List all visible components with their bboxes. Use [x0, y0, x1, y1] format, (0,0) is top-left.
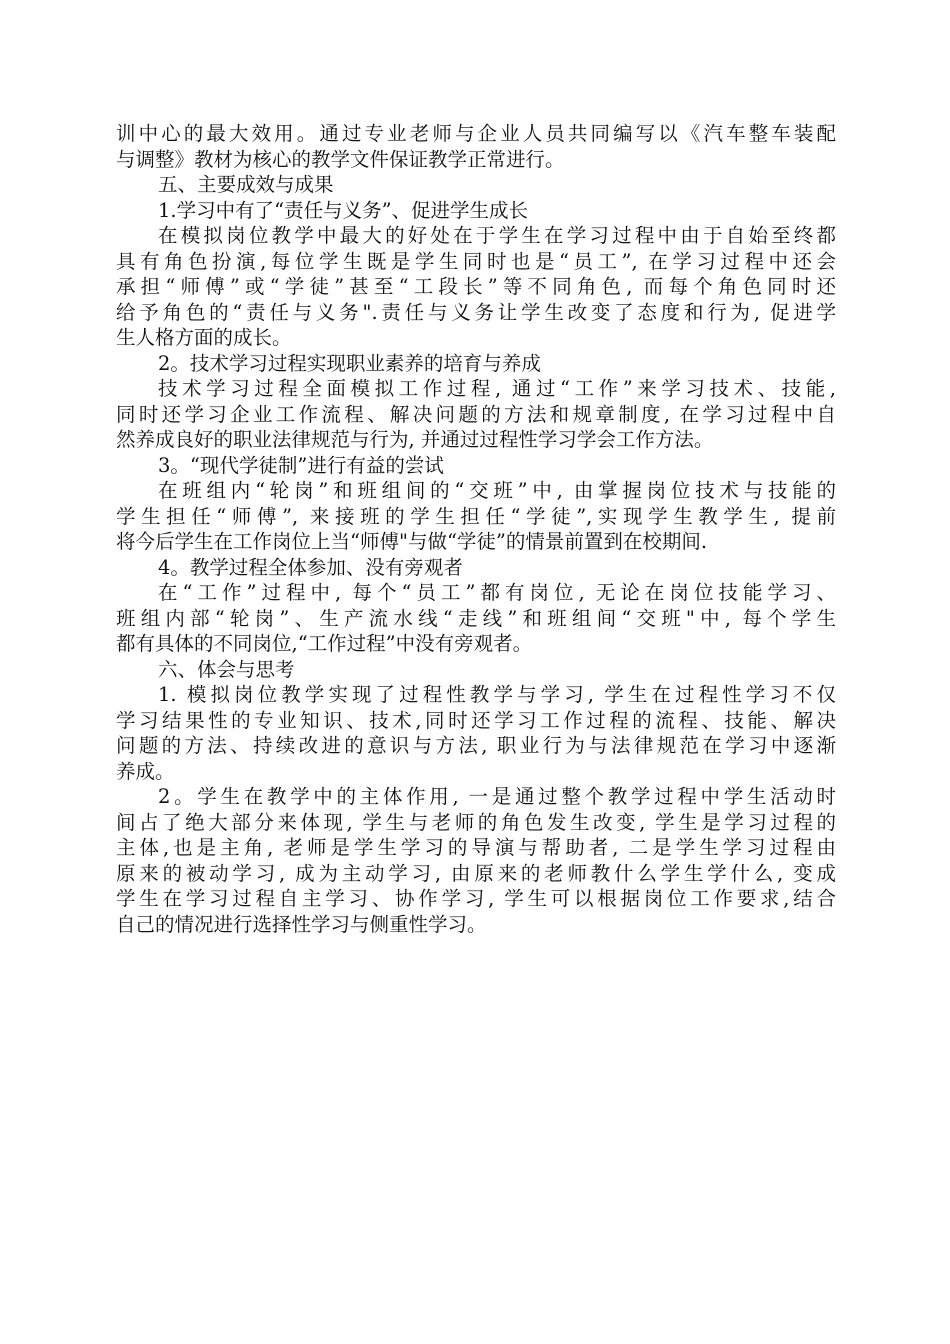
- text-line: 在“工作”过程中, 每个“员工”都有岗位, 无论在岗位技能学习、: [158, 581, 836, 604]
- text-line: 养成。: [116, 759, 175, 783]
- text-line: 与调整》教材为核心的教学文件保证教学正常进行。: [116, 147, 565, 171]
- text-line: 主体,也是主角, 老师是学生学习的导演与帮助者, 二是学生学习过程由: [116, 836, 836, 859]
- text-line: 技术学习过程全面模拟工作过程, 通过“工作”来学习技术、技能,: [158, 377, 836, 400]
- text-line: 给予角色的“责任与义务".责任与义务让学生改变了态度和行为, 促进学: [116, 300, 836, 324]
- text-line: 2。学生在教学中的主体作用, 一是通过整个教学过程中学生活动时: [158, 785, 836, 808]
- text-line: 1. 模拟岗位教学实现了过程性教学与学习, 学生在过程性学习不仅: [158, 683, 836, 706]
- text-line: 将今后学生在工作岗位上当“师傅"与做“学徒”的情景前置到在校期间.: [116, 530, 708, 553]
- text-line: 具有角色扮演,每位学生既是学生同时也是“员工”, 在学习过程中还会: [116, 249, 836, 273]
- text-line: 问题的方法、持续改进的意识与方法, 职业行为与法律规范在学习中逐渐: [116, 734, 836, 757]
- text-line: 学生在学习过程自主学习、协作学习, 学生可以根据岗位工作要求,结合: [116, 887, 836, 910]
- text-line: 承担“师傅”或“学徒”甚至“工段长”等不同角色, 而每个角色同时还: [116, 275, 836, 298]
- text-line: 2。技术学习过程实现职业素养的培育与养成: [158, 351, 541, 375]
- text-line: 原来的被动学习, 成为主动学习, 由原来的老师教什么学生学什么, 变成: [116, 861, 836, 885]
- text-line: 自己的情况进行选择性学习与侧重性学习。: [116, 912, 487, 936]
- text-line: 在模拟岗位教学中最大的好处在于学生在学习过程中由于自始至终都: [158, 224, 836, 247]
- document-body: [116, 121, 836, 937]
- text-line: 然养成良好的职业法律规范与行为, 并通过过程性学习学会工作方法。: [116, 428, 714, 451]
- text-line: 3。“现代学徒制”进行有益的尝试: [158, 453, 444, 477]
- text-line: 间占了绝大部分来体现, 学生与老师的角色发生改变, 学生是学习过程的: [116, 810, 836, 834]
- text-line: 生人格方面的成长。: [116, 326, 292, 349]
- text-line: 学生担任“师傅”, 来接班的学生担任“学徒”,实现学生教学生, 提前: [116, 504, 836, 528]
- text-line: 学习结果性的专业知识、技术,同时还学习工作过程的流程、技能、解决: [116, 708, 836, 732]
- text-line: 1.学习中有了“责任与义务”、促进学生成长: [158, 198, 529, 222]
- text-line: 训中心的最大效用。通过专业老师与企业人员共同编写以《汽车整车装配: [116, 122, 836, 145]
- text-line: 六、体会与思考: [158, 657, 295, 681]
- text-line: 在班组内“轮岗”和班组间的“交班”中, 由掌握岗位技术与技能的: [158, 479, 836, 502]
- text-line: 五、主要成效与成果: [158, 173, 334, 196]
- text-line: 班组内部“轮岗”、生产流水线“走线”和班组间“交班"中, 每个学生: [116, 606, 836, 630]
- text-line: 都有具体的不同岗位,“工作过程”中没有旁观者。: [116, 632, 533, 655]
- text-line: 4。教学过程全体参加、没有旁观者: [158, 555, 463, 579]
- text-line: 同时还学习企业工作流程、解决问题的方法和规章制度, 在学习过程中自: [116, 402, 836, 426]
